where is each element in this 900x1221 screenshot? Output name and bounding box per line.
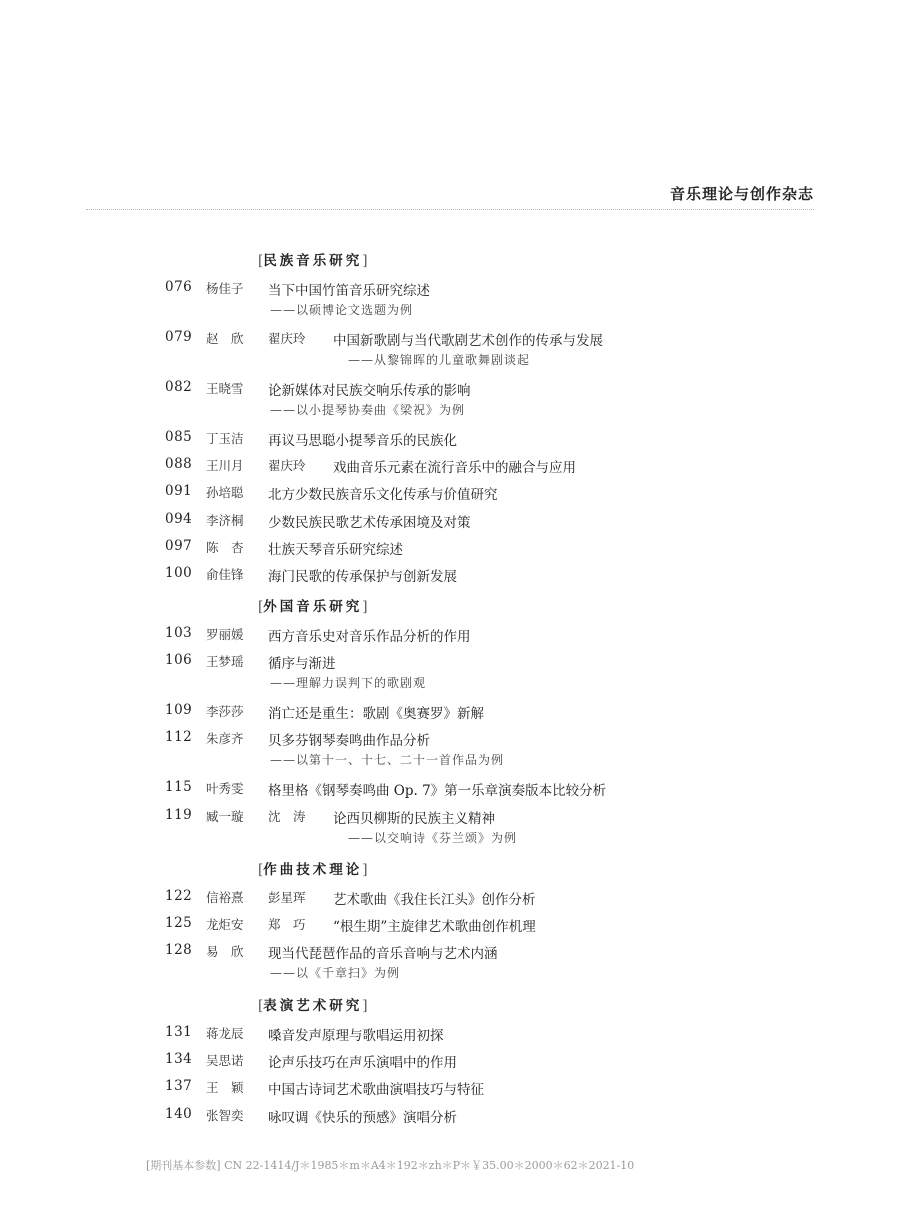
article-subtitle: ——以第十一、十七、二十一首作品为例 bbox=[270, 753, 505, 768]
article-subtitle: ——以硕博论文选题为例 bbox=[270, 303, 414, 317]
author: 吴思诺 bbox=[206, 1053, 244, 1069]
article-title: 北方少数民族音乐文化传承与价值研究 bbox=[268, 487, 498, 504]
bracket-close: ] bbox=[362, 862, 368, 878]
author: 李济桐 bbox=[206, 512, 244, 528]
author: 王晓雪 bbox=[206, 381, 244, 396]
section-heading-text: 民族音乐研究 bbox=[263, 253, 363, 269]
bracket-open: [ bbox=[258, 253, 264, 269]
author: 陈 杏 bbox=[206, 539, 244, 555]
page-number: 094 bbox=[165, 510, 193, 527]
author: 赵 欣 bbox=[206, 331, 244, 346]
bracket-open: [ bbox=[258, 862, 264, 878]
page-number: 100 bbox=[165, 565, 193, 581]
section-heading bbox=[258, 858, 368, 878]
journal-title: 音乐理论与创作杂志 bbox=[669, 185, 814, 203]
page-number: 128 bbox=[165, 942, 193, 959]
page-number: 109 bbox=[165, 702, 193, 719]
article-title: 嗓音发声原理与歌唱运用初探 bbox=[268, 1028, 444, 1044]
article-subtitle: ——从黎锦晖的儿童歌舞剧谈起 bbox=[348, 353, 531, 367]
author: 王川月 bbox=[206, 458, 244, 474]
section-heading bbox=[258, 994, 368, 1014]
page-number: 079 bbox=[165, 329, 193, 345]
co-author: 彭星珲 bbox=[268, 890, 306, 905]
page-number: 137 bbox=[165, 1078, 193, 1095]
co-author: 翟庆玲 bbox=[268, 458, 306, 474]
page-number: 097 bbox=[165, 537, 193, 554]
article-title: 论声乐技巧在声乐演唱中的作用 bbox=[268, 1055, 457, 1072]
article-title: 当下中国竹笛音乐研究综述 bbox=[268, 283, 430, 299]
bracket-close: ] bbox=[362, 253, 368, 269]
page-number: 103 bbox=[165, 625, 193, 641]
co-author: 沈 涛 bbox=[268, 808, 306, 824]
article-title: 论西贝柳斯的民族主义精神 bbox=[333, 810, 495, 827]
page-number: 119 bbox=[165, 806, 193, 823]
article-subtitle: ——理解力误判下的歌剧观 bbox=[270, 676, 427, 691]
article-title: 再议马思聪小提琴音乐的民族化 bbox=[268, 433, 457, 449]
page-number: 134 bbox=[165, 1051, 193, 1068]
article-title: 海门民歌的传承保护与创新发展 bbox=[268, 569, 457, 585]
co-author: 翟庆玲 bbox=[268, 331, 306, 346]
article-title: 格里格《钢琴奏鸣曲 Op. 7》第一乐章演奏版本比较分析 bbox=[268, 783, 607, 800]
author: 孙培聪 bbox=[206, 485, 244, 501]
article-title: 论新媒体对民族交响乐传承的影响 bbox=[268, 383, 471, 399]
co-author: 郑 巧 bbox=[268, 917, 306, 933]
author: 罗丽媛 bbox=[206, 627, 244, 642]
page-number: 125 bbox=[165, 915, 193, 932]
page-number: 085 bbox=[165, 429, 193, 445]
section-heading bbox=[258, 595, 368, 615]
article-title: 循序与渐进 bbox=[268, 656, 336, 673]
author: 信裕熹 bbox=[206, 890, 244, 905]
author: 张智奕 bbox=[206, 1107, 244, 1123]
article-subtitle: ——以交响诗《芬兰颂》为例 bbox=[348, 830, 518, 845]
author: 王梦瑶 bbox=[206, 654, 244, 670]
bracket-close: ] bbox=[362, 599, 368, 615]
author: 李莎莎 bbox=[206, 704, 244, 720]
article-subtitle: ——以小提琴协奏曲《梁祝》为例 bbox=[270, 403, 466, 417]
page-number: 082 bbox=[165, 379, 193, 395]
section-heading-text: 表演艺术研究 bbox=[263, 998, 363, 1014]
article-title: 戏曲音乐元素在流行音乐中的融合与应用 bbox=[333, 460, 576, 477]
author: 俞佳锋 bbox=[206, 567, 244, 582]
author: 丁玉洁 bbox=[206, 431, 244, 446]
author: 朱彦齐 bbox=[206, 731, 244, 747]
author: 蒋龙辰 bbox=[206, 1026, 244, 1041]
article-title: 壮族天琴音乐研究综述 bbox=[268, 541, 403, 558]
bracket-open: [ bbox=[258, 998, 264, 1014]
article-title: 现当代琵琶作品的音乐音响与艺术内涵 bbox=[268, 946, 498, 963]
author: 易 欣 bbox=[206, 944, 244, 960]
section-heading-text: 外国音乐研究 bbox=[263, 599, 363, 615]
article-title: 咏叹调《快乐的预感》演唱分析 bbox=[268, 1109, 457, 1126]
page-number: 140 bbox=[165, 1105, 193, 1122]
page-number: 091 bbox=[165, 483, 193, 500]
author: 杨佳子 bbox=[206, 281, 244, 296]
section-heading-text: 作曲技术理论 bbox=[263, 862, 363, 878]
article-title: 消亡还是重生：歌剧《奥赛罗》新解 bbox=[268, 706, 484, 723]
page-number: 076 bbox=[165, 279, 193, 295]
author: 王 颖 bbox=[206, 1080, 244, 1096]
header-rule bbox=[86, 209, 814, 210]
page-number: 115 bbox=[165, 779, 193, 796]
page-number: 106 bbox=[165, 652, 193, 669]
bracket-close: ] bbox=[362, 998, 368, 1014]
article-title: “根生期”主旋律艺术歌曲创作机理 bbox=[333, 919, 536, 936]
article-title: 贝多芬钢琴奏鸣曲作品分析 bbox=[268, 733, 430, 750]
author: 臧一璇 bbox=[206, 808, 244, 824]
bracket-open: [ bbox=[258, 599, 264, 615]
journal-parameters-footer: [期刊基本参数] CN 22-1414/J＊1985＊m＊A4＊192＊zh＊P＊￥35.00＊2000＊62＊2021-10 bbox=[146, 1159, 635, 1172]
article-title: 中国古诗词艺术歌曲演唱技巧与特征 bbox=[268, 1082, 484, 1099]
page-number: 112 bbox=[165, 729, 193, 746]
article-title: 艺术歌曲《我住长江头》创作分析 bbox=[333, 892, 536, 908]
section-heading bbox=[258, 249, 368, 269]
author: 叶秀雯 bbox=[206, 781, 244, 797]
article-title: 少数民族民歌艺术传承困境及对策 bbox=[268, 514, 471, 531]
article-title: 西方音乐史对音乐作品分析的作用 bbox=[268, 629, 471, 645]
page-number: 131 bbox=[165, 1024, 193, 1040]
article-title: 中国新歌剧与当代歌剧艺术创作的传承与发展 bbox=[333, 333, 603, 349]
page-number: 088 bbox=[165, 456, 193, 473]
page-number: 122 bbox=[165, 888, 193, 904]
article-subtitle: ——以《千章扫》为例 bbox=[270, 966, 401, 981]
author: 龙炬安 bbox=[206, 917, 244, 933]
